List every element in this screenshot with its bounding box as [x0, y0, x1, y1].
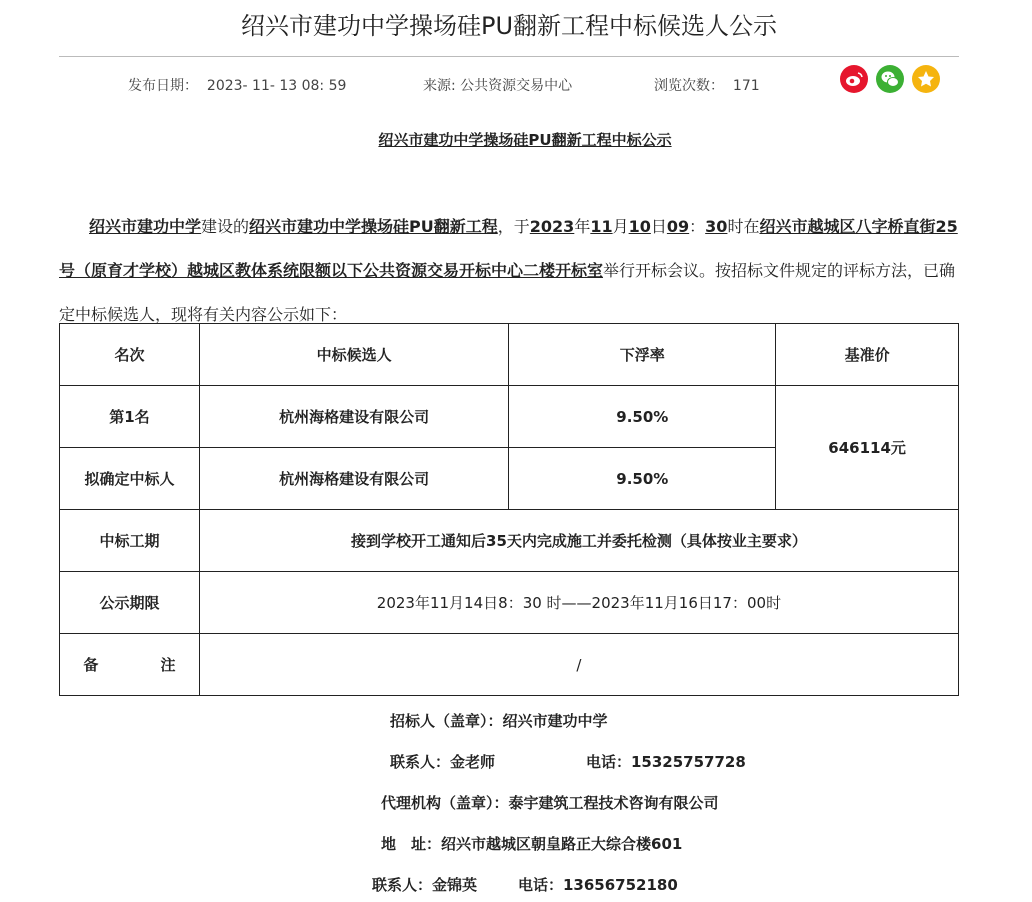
owner-name: 绍兴市建功中学 — [89, 217, 202, 236]
remark-label — [60, 634, 200, 696]
table-row — [60, 386, 959, 448]
date-year-unit: 年 — [574, 217, 591, 236]
contact-2: 联系人：金锦英 — [372, 876, 478, 894]
discount-cell: 9.50% — [509, 386, 776, 448]
para-text-4: 举行开标会议。按招标文件规定的评标方法，已确定中标候选人，现将有关内容公示如下： — [59, 261, 956, 324]
phone-1: 电话：15325757728 — [586, 753, 746, 771]
date-day-unit: 日 — [650, 217, 667, 236]
qzone-icon[interactable] — [912, 65, 940, 93]
table-row — [60, 634, 959, 696]
contact-1: 联系人：金老师 — [390, 753, 496, 771]
address — [381, 833, 682, 854]
publish-date — [128, 75, 346, 95]
rank-cell: 拟确定中标人 — [60, 448, 200, 510]
phone-2: 电话：13656752180 — [518, 876, 678, 894]
views-value: 171 — [732, 78, 760, 94]
publish-label: 发布日期： — [128, 78, 198, 94]
date-month-unit: 月 — [612, 217, 629, 236]
notice-paragraph — [59, 205, 961, 337]
date-day: 10 — [628, 217, 651, 236]
view-count — [654, 75, 760, 95]
public-value: 2023年11月14日8：30 时——2023年11月16日17：00时 — [199, 572, 958, 634]
weibo-icon[interactable] — [840, 65, 868, 93]
header-rank: 名次 — [60, 324, 200, 386]
venue: 绍兴市越城区八字桥直街25号（原育才学校）越城区教体系统限额以下公共资源交易开标中心二楼开标室 — [59, 217, 958, 280]
base-price-cell: 646114元 — [776, 386, 959, 510]
period-value: 接到学校开工通知后35天内完成施工并委托检测（具体按业主要求） — [199, 510, 958, 572]
agency: 代理机构（盖章）：泰宇建筑工程技术咨询有限公司 — [381, 794, 719, 812]
remark-label-b: 注 — [160, 656, 176, 674]
public-label: 公示期限 — [60, 572, 200, 634]
wechat-icon[interactable] — [876, 65, 904, 93]
candidate-cell: 杭州海格建设有限公司 — [199, 448, 509, 510]
source: 来源: 公共资源交易中心 — [423, 78, 573, 94]
project-name: 绍兴市建功中学操场硅PU翻新工程 — [249, 217, 498, 236]
remark-label-a: 备 — [83, 656, 99, 674]
table-row — [60, 510, 959, 572]
header-base-price: 基准价 — [776, 324, 959, 386]
address-label: 地 址： — [381, 835, 442, 853]
tenderer: 招标人（盖章）：绍兴市建功中学 — [390, 712, 608, 730]
title-divider — [59, 56, 959, 57]
discount-cell: 9.50% — [509, 448, 776, 510]
date-month: 11 — [590, 217, 613, 236]
time-hour: 09 — [666, 217, 690, 236]
header-candidate: 中标候选人 — [199, 324, 509, 386]
address-value: 绍兴市越城区朝皇路正大综合楼601 — [441, 835, 683, 853]
publish-value: 2023- 11- 13 08: 59 — [206, 78, 347, 94]
period-label: 中标工期 — [60, 510, 200, 572]
time-sep: ： — [689, 217, 706, 236]
notice-subtitle: 绍兴市建功中学操场硅PU翻新工程中标公示 — [378, 131, 672, 149]
remark-value: / — [199, 634, 958, 696]
table-header-row — [60, 324, 959, 386]
date-year: 2023 — [529, 217, 575, 236]
page-title: 绍兴市建功中学操场硅PU翻新工程中标候选人公示 — [240, 12, 778, 40]
bid-result-table — [59, 323, 959, 696]
header-discount: 下浮率 — [509, 324, 776, 386]
para-text-3: 时在 — [727, 217, 760, 236]
table-row — [60, 572, 959, 634]
para-text-2: ，于 — [497, 217, 530, 236]
para-text-1: 建设的 — [201, 217, 250, 236]
time-minute: 30 — [705, 217, 728, 236]
candidate-cell: 杭州海格建设有限公司 — [199, 386, 509, 448]
rank-cell: 第1名 — [60, 386, 200, 448]
views-label: 浏览次数： — [654, 78, 724, 94]
